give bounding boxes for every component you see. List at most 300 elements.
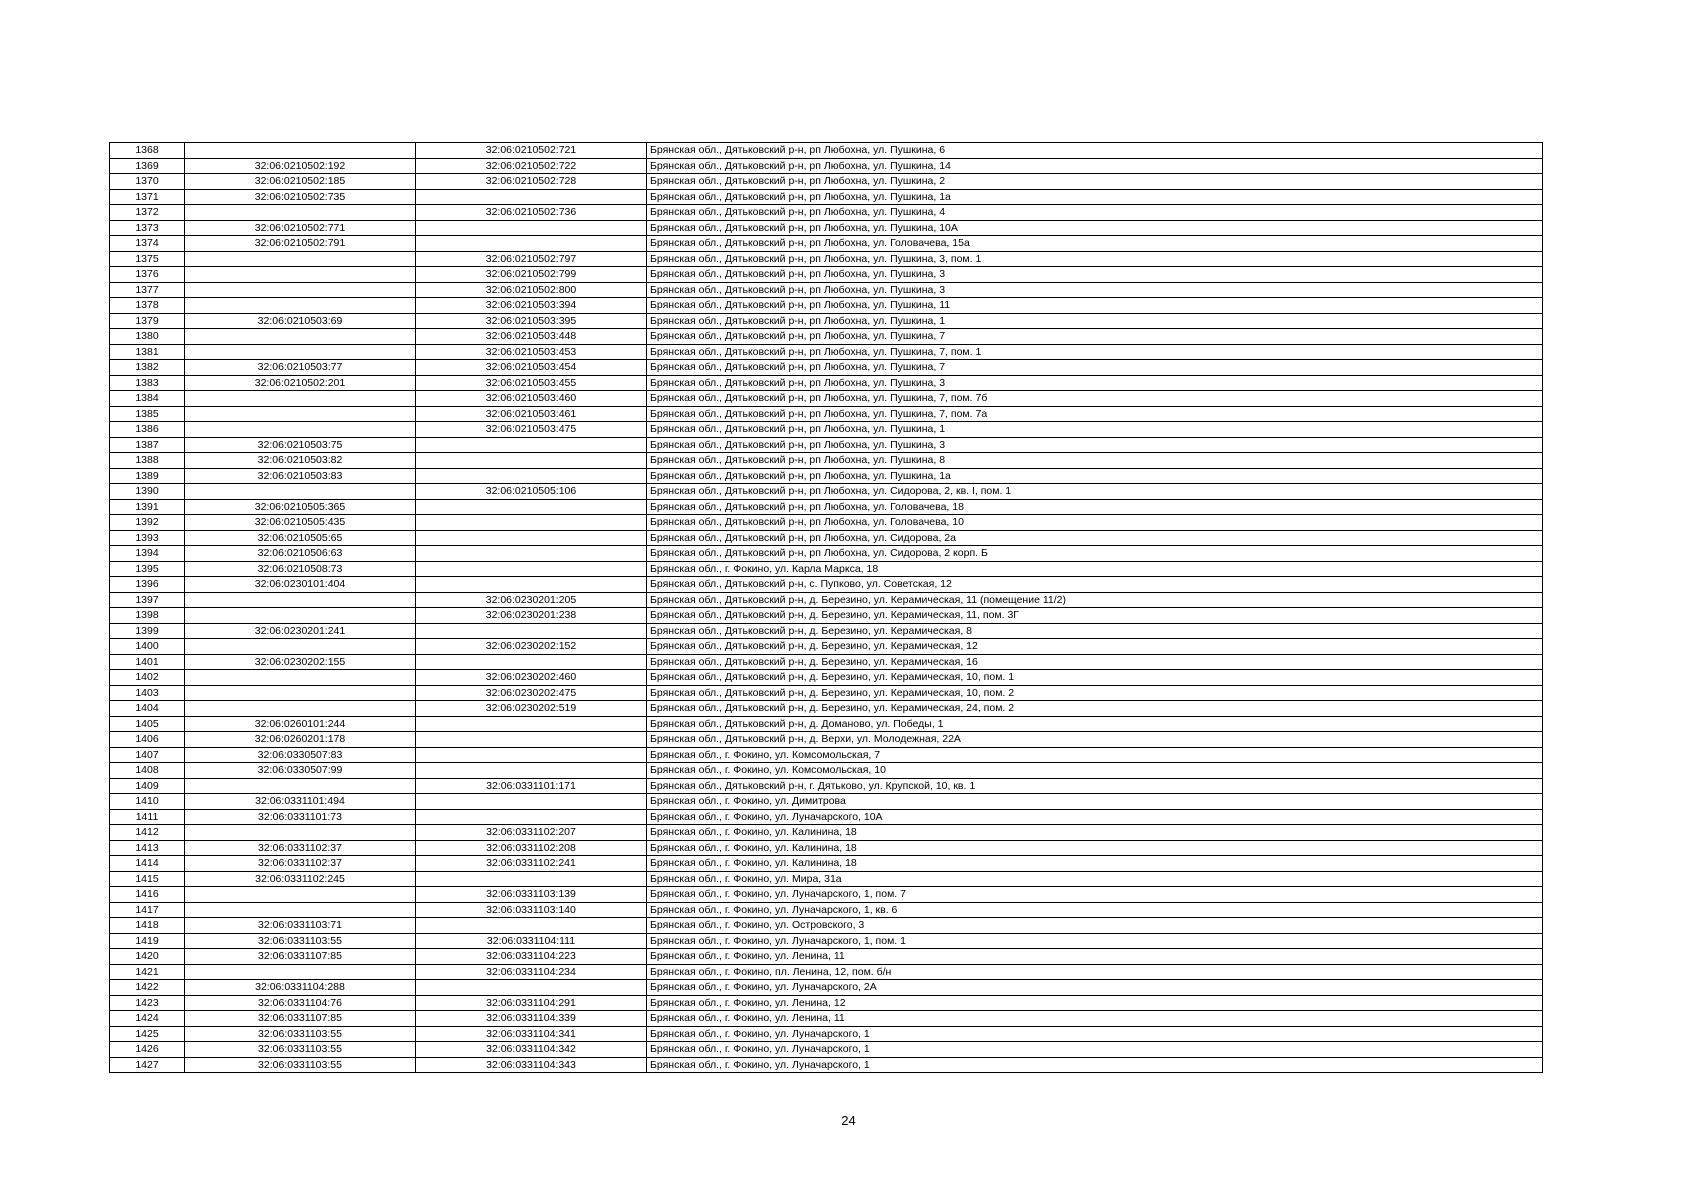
address-cell: Брянская обл., г. Фокино, ул. Луначарского, 1, кв. 6 — [647, 902, 1543, 918]
row-number-cell: 1375 — [110, 251, 185, 267]
table-row — [110, 794, 1543, 810]
cadastral-parcel-cell: 32:06:0210502:791 — [185, 236, 416, 252]
cadastral-parcel-cell: 32:06:0210502:735 — [185, 189, 416, 205]
row-number-cell: 1371 — [110, 189, 185, 205]
cadastral-object-cell: 32:06:0230202:152 — [416, 639, 647, 655]
address-cell: Брянская обл., г. Фокино, ул. Комсомольская, 10 — [647, 763, 1543, 779]
table-row — [110, 918, 1543, 934]
address-cell: Брянская обл., Дятьковский р-н, д. Верхи, ул. Молодежная, 22А — [647, 732, 1543, 748]
table-row — [110, 716, 1543, 732]
cadastral-parcel-cell: 32:06:0331107:85 — [185, 1011, 416, 1027]
cadastral-object-cell: 32:06:0210502:728 — [416, 174, 647, 190]
cadastral-parcel-cell: 32:06:0330507:83 — [185, 747, 416, 763]
table-row — [110, 515, 1543, 531]
cadastral-object-cell: 32:06:0210502:722 — [416, 158, 647, 174]
cadastral-parcel-cell: 32:06:0230201:241 — [185, 623, 416, 639]
cadastral-parcel-cell — [185, 422, 416, 438]
cadastral-object-cell — [416, 918, 647, 934]
table-row — [110, 1026, 1543, 1042]
table-row — [110, 437, 1543, 453]
row-number-cell: 1411 — [110, 809, 185, 825]
row-number-cell: 1393 — [110, 530, 185, 546]
table-row — [110, 670, 1543, 686]
row-number-cell: 1399 — [110, 623, 185, 639]
cadastral-object-cell: 32:06:0331104:342 — [416, 1042, 647, 1058]
cadastral-object-cell — [416, 453, 647, 469]
address-cell: Брянская обл., г. Фокино, ул. Луначарского, 1 — [647, 1057, 1543, 1073]
row-number-cell: 1403 — [110, 685, 185, 701]
row-number-cell: 1410 — [110, 794, 185, 810]
parcel-table — [109, 142, 1543, 1073]
table-row — [110, 933, 1543, 949]
row-number-cell: 1400 — [110, 639, 185, 655]
cadastral-object-cell: 32:06:0210503:454 — [416, 360, 647, 376]
table-row — [110, 499, 1543, 515]
row-number-cell: 1404 — [110, 701, 185, 717]
row-number-cell: 1414 — [110, 856, 185, 872]
table-row — [110, 1057, 1543, 1073]
cadastral-parcel-cell — [185, 608, 416, 624]
row-number-cell: 1368 — [110, 143, 185, 159]
table-row — [110, 825, 1543, 841]
table-row — [110, 298, 1543, 314]
cadastral-parcel-cell: 32:06:0210502:185 — [185, 174, 416, 190]
address-cell: Брянская обл., Дятьковский р-н, д. Березино, ул. Керамическая, 10, пом. 1 — [647, 670, 1543, 686]
row-number-cell: 1370 — [110, 174, 185, 190]
address-cell: Брянская обл., Дятьковский р-н, рп Любохна, ул. Пушкина, 1а — [647, 189, 1543, 205]
address-cell: Брянская обл., г. Фокино, ул. Ленина, 12 — [647, 995, 1543, 1011]
cadastral-object-cell: 32:06:0230201:238 — [416, 608, 647, 624]
table-row — [110, 732, 1543, 748]
address-cell: Брянская обл., Дятьковский р-н, рп Любохна, ул. Головачева, 10 — [647, 515, 1543, 531]
cadastral-object-cell — [416, 794, 647, 810]
cadastral-object-cell — [416, 732, 647, 748]
row-number-cell: 1426 — [110, 1042, 185, 1058]
table-row — [110, 143, 1543, 159]
cadastral-object-cell: 32:06:0210503:460 — [416, 391, 647, 407]
cadastral-object-cell: 32:06:0331101:171 — [416, 778, 647, 794]
row-number-cell: 1385 — [110, 406, 185, 422]
cadastral-object-cell — [416, 623, 647, 639]
row-number-cell: 1377 — [110, 282, 185, 298]
row-number-cell: 1369 — [110, 158, 185, 174]
row-number-cell: 1420 — [110, 949, 185, 965]
row-number-cell: 1402 — [110, 670, 185, 686]
cadastral-object-cell: 32:06:0331104:291 — [416, 995, 647, 1011]
cadastral-parcel-cell — [185, 298, 416, 314]
row-number-cell: 1427 — [110, 1057, 185, 1073]
row-number-cell: 1389 — [110, 468, 185, 484]
row-number-cell: 1412 — [110, 825, 185, 841]
cadastral-object-cell: 32:06:0210502:797 — [416, 251, 647, 267]
cadastral-object-cell: 32:06:0210503:475 — [416, 422, 647, 438]
table-row — [110, 871, 1543, 887]
cadastral-parcel-cell: 32:06:0230101:404 — [185, 577, 416, 593]
table-row — [110, 422, 1543, 438]
table-row — [110, 189, 1543, 205]
row-number-cell: 1418 — [110, 918, 185, 934]
cadastral-object-cell: 32:06:0331104:341 — [416, 1026, 647, 1042]
table-row — [110, 561, 1543, 577]
row-number-cell: 1425 — [110, 1026, 185, 1042]
row-number-cell: 1416 — [110, 887, 185, 903]
address-cell: Брянская обл., Дятьковский р-н, рп Любохна, ул. Пушкина, 3 — [647, 437, 1543, 453]
row-number-cell: 1422 — [110, 980, 185, 996]
page-number: 24 — [841, 1113, 856, 1128]
row-number-cell: 1424 — [110, 1011, 185, 1027]
cadastral-parcel-cell: 32:06:0210506:63 — [185, 546, 416, 562]
cadastral-parcel-cell: 32:06:0230202:155 — [185, 654, 416, 670]
cadastral-object-cell — [416, 499, 647, 515]
table-row — [110, 174, 1543, 190]
address-cell: Брянская обл., г. Фокино, ул. Луначарского, 2А — [647, 980, 1543, 996]
table-row — [110, 313, 1543, 329]
cadastral-object-cell: 32:06:0331102:208 — [416, 840, 647, 856]
row-number-cell: 1413 — [110, 840, 185, 856]
address-cell: Брянская обл., г. Фокино, ул. Димитрова — [647, 794, 1543, 810]
address-cell: Брянская обл., Дятьковский р-н, рп Любохна, ул. Пушкина, 7, пом. 1 — [647, 344, 1543, 360]
table-row — [110, 236, 1543, 252]
cadastral-parcel-cell — [185, 282, 416, 298]
row-number-cell: 1387 — [110, 437, 185, 453]
cadastral-parcel-cell — [185, 329, 416, 345]
cadastral-object-cell: 32:06:0331104:111 — [416, 933, 647, 949]
row-number-cell: 1423 — [110, 995, 185, 1011]
address-cell: Брянская обл., Дятьковский р-н, д. Березино, ул. Керамическая, 12 — [647, 639, 1543, 655]
cadastral-parcel-cell: 32:06:0210505:65 — [185, 530, 416, 546]
cadastral-parcel-cell — [185, 251, 416, 267]
cadastral-parcel-cell: 32:06:0210503:69 — [185, 313, 416, 329]
address-cell: Брянская обл., Дятьковский р-н, рп Любохна, ул. Сидорова, 2 корп. Б — [647, 546, 1543, 562]
cadastral-object-cell: 32:06:0230201:205 — [416, 592, 647, 608]
cadastral-object-cell — [416, 747, 647, 763]
cadastral-parcel-cell — [185, 143, 416, 159]
row-number-cell: 1407 — [110, 747, 185, 763]
cadastral-parcel-cell: 32:06:0210502:192 — [185, 158, 416, 174]
cadastral-object-cell — [416, 871, 647, 887]
cadastral-parcel-cell: 32:06:0331103:55 — [185, 1026, 416, 1042]
address-cell: Брянская обл., г. Фокино, ул. Ленина, 11 — [647, 1011, 1543, 1027]
address-cell: Брянская обл., Дятьковский р-н, рп Любохна, ул. Пушкина, 7 — [647, 329, 1543, 345]
cadastral-parcel-cell: 32:06:0331103:55 — [185, 1042, 416, 1058]
parcel-table-container — [109, 142, 1542, 1073]
cadastral-object-cell: 32:06:0210502:799 — [416, 267, 647, 283]
address-cell: Брянская обл., г. Фокино, ул. Луначарского, 1 — [647, 1026, 1543, 1042]
table-row — [110, 840, 1543, 856]
address-cell: Брянская обл., Дятьковский р-н, рп Любохна, ул. Пушкина, 2 — [647, 174, 1543, 190]
cadastral-parcel-cell — [185, 344, 416, 360]
cadastral-object-cell — [416, 980, 647, 996]
address-cell: Брянская обл., г. Фокино, ул. Луначарского, 1, пом. 7 — [647, 887, 1543, 903]
address-cell: Брянская обл., Дятьковский р-н, д. Березино, ул. Керамическая, 24, пом. 2 — [647, 701, 1543, 717]
table-row — [110, 267, 1543, 283]
cadastral-parcel-cell: 32:06:0331101:73 — [185, 809, 416, 825]
row-number-cell: 1419 — [110, 933, 185, 949]
address-cell: Брянская обл., Дятьковский р-н, д. Березино, ул. Керамическая, 16 — [647, 654, 1543, 670]
cadastral-object-cell: 32:06:0210503:461 — [416, 406, 647, 422]
table-row — [110, 1011, 1543, 1027]
address-cell: Брянская обл., Дятьковский р-н, рп Любохна, ул. Сидорова, 2а — [647, 530, 1543, 546]
address-cell: Брянская обл., Дятьковский р-н, с. Пупково, ул. Советская, 12 — [647, 577, 1543, 593]
table-row — [110, 701, 1543, 717]
address-cell: Брянская обл., Дятьковский р-н, рп Любохна, ул. Пушкина, 11 — [647, 298, 1543, 314]
cadastral-object-cell — [416, 437, 647, 453]
cadastral-parcel-cell: 32:06:0330507:99 — [185, 763, 416, 779]
cadastral-object-cell: 32:06:0331102:207 — [416, 825, 647, 841]
cadastral-parcel-cell: 32:06:0210503:82 — [185, 453, 416, 469]
cadastral-parcel-cell: 32:06:0210502:771 — [185, 220, 416, 236]
table-row — [110, 887, 1543, 903]
cadastral-object-cell: 32:06:0230202:519 — [416, 701, 647, 717]
address-cell: Брянская обл., Дятьковский р-н, рп Любохна, ул. Пушкина, 3 — [647, 267, 1543, 283]
cadastral-parcel-cell: 32:06:0331104:288 — [185, 980, 416, 996]
cadastral-object-cell: 32:06:0210503:453 — [416, 344, 647, 360]
row-number-cell: 1381 — [110, 344, 185, 360]
cadastral-object-cell: 32:06:0331104:343 — [416, 1057, 647, 1073]
row-number-cell: 1372 — [110, 205, 185, 221]
table-row — [110, 484, 1543, 500]
cadastral-parcel-cell — [185, 592, 416, 608]
cadastral-parcel-cell: 32:06:0210502:201 — [185, 375, 416, 391]
cadastral-parcel-cell — [185, 639, 416, 655]
address-cell: Брянская обл., г. Фокино, ул. Луначарского, 1 — [647, 1042, 1543, 1058]
row-number-cell: 1396 — [110, 577, 185, 593]
table-row — [110, 964, 1543, 980]
table-row — [110, 158, 1543, 174]
table-row — [110, 530, 1543, 546]
cadastral-object-cell — [416, 468, 647, 484]
cadastral-parcel-cell: 32:06:0210503:75 — [185, 437, 416, 453]
row-number-cell: 1379 — [110, 313, 185, 329]
table-row — [110, 391, 1543, 407]
cadastral-parcel-cell — [185, 406, 416, 422]
cadastral-object-cell: 32:06:0331104:223 — [416, 949, 647, 965]
cadastral-object-cell: 32:06:0331103:139 — [416, 887, 647, 903]
cadastral-object-cell — [416, 189, 647, 205]
cadastral-object-cell: 32:06:0230202:460 — [416, 670, 647, 686]
table-row — [110, 282, 1543, 298]
cadastral-object-cell — [416, 577, 647, 593]
cadastral-parcel-cell — [185, 484, 416, 500]
row-number-cell: 1392 — [110, 515, 185, 531]
parcel-table-body — [110, 143, 1543, 1073]
table-row — [110, 546, 1543, 562]
cadastral-object-cell — [416, 561, 647, 577]
table-row — [110, 809, 1543, 825]
row-number-cell: 1391 — [110, 499, 185, 515]
row-number-cell: 1383 — [110, 375, 185, 391]
cadastral-parcel-cell — [185, 701, 416, 717]
cadastral-object-cell — [416, 546, 647, 562]
address-cell: Брянская обл., Дятьковский р-н, рп Любохна, ул. Пушкина, 3 — [647, 375, 1543, 391]
row-number-cell: 1386 — [110, 422, 185, 438]
cadastral-parcel-cell: 32:06:0210505:365 — [185, 499, 416, 515]
address-cell: Брянская обл., Дятьковский р-н, рп Любохна, ул. Сидорова, 2, кв. I, пом. 1 — [647, 484, 1543, 500]
cadastral-parcel-cell: 32:06:0210505:435 — [185, 515, 416, 531]
row-number-cell: 1401 — [110, 654, 185, 670]
table-row — [110, 608, 1543, 624]
row-number-cell: 1417 — [110, 902, 185, 918]
address-cell: Брянская обл., Дятьковский р-н, рп Любохна, ул. Пушкина, 8 — [647, 453, 1543, 469]
address-cell: Брянская обл., Дятьковский р-н, рп Любохна, ул. Пушкина, 1а — [647, 468, 1543, 484]
cadastral-parcel-cell: 32:06:0331103:55 — [185, 933, 416, 949]
table-row — [110, 220, 1543, 236]
address-cell: Брянская обл., Дятьковский р-н, рп Любохна, ул. Пушкина, 6 — [647, 143, 1543, 159]
cadastral-parcel-cell: 32:06:0331107:85 — [185, 949, 416, 965]
row-number-cell: 1397 — [110, 592, 185, 608]
cadastral-object-cell: 32:06:0210503:448 — [416, 329, 647, 345]
address-cell: Брянская обл., Дятьковский р-н, рп Любохна, ул. Пушкина, 7, пом. 7б — [647, 391, 1543, 407]
address-cell: Брянская обл., Дятьковский р-н, д. Березино, ул. Керамическая, 11 (помещение 11/2) — [647, 592, 1543, 608]
cadastral-object-cell: 32:06:0210505:106 — [416, 484, 647, 500]
address-cell: Брянская обл., Дятьковский р-н, г. Дятьково, ул. Крупской, 10, кв. 1 — [647, 778, 1543, 794]
cadastral-parcel-cell — [185, 267, 416, 283]
address-cell: Брянская обл., Дятьковский р-н, д. Березино, ул. Керамическая, 11, пом. 3Г — [647, 608, 1543, 624]
table-row — [110, 344, 1543, 360]
cadastral-parcel-cell: 32:06:0331102:37 — [185, 840, 416, 856]
address-cell: Брянская обл., г. Фокино, ул. Комсомольская, 7 — [647, 747, 1543, 763]
row-number-cell: 1384 — [110, 391, 185, 407]
cadastral-object-cell: 32:06:0331104:234 — [416, 964, 647, 980]
row-number-cell: 1394 — [110, 546, 185, 562]
table-row — [110, 980, 1543, 996]
table-row — [110, 949, 1543, 965]
table-row — [110, 763, 1543, 779]
table-row — [110, 623, 1543, 639]
address-cell: Брянская обл., г. Фокино, ул. Мира, 31а — [647, 871, 1543, 887]
cadastral-parcel-cell — [185, 670, 416, 686]
cadastral-parcel-cell — [185, 205, 416, 221]
row-number-cell: 1378 — [110, 298, 185, 314]
address-cell: Брянская обл., г. Фокино, ул. Луначарского, 10А — [647, 809, 1543, 825]
cadastral-object-cell: 32:06:0210502:721 — [416, 143, 647, 159]
table-row — [110, 577, 1543, 593]
cadastral-object-cell — [416, 809, 647, 825]
cadastral-parcel-cell — [185, 391, 416, 407]
cadastral-parcel-cell — [185, 964, 416, 980]
cadastral-object-cell — [416, 530, 647, 546]
address-cell: Брянская обл., Дятьковский р-н, рп Любохна, ул. Головачева, 18 — [647, 499, 1543, 515]
table-row — [110, 1042, 1543, 1058]
table-row — [110, 360, 1543, 376]
cadastral-object-cell: 32:06:0331103:140 — [416, 902, 647, 918]
row-number-cell: 1398 — [110, 608, 185, 624]
table-row — [110, 251, 1543, 267]
row-number-cell: 1421 — [110, 964, 185, 980]
table-row — [110, 453, 1543, 469]
cadastral-parcel-cell: 32:06:0331104:76 — [185, 995, 416, 1011]
address-cell: Брянская обл., Дятьковский р-н, д. Доманово, ул. Победы, 1 — [647, 716, 1543, 732]
row-number-cell: 1408 — [110, 763, 185, 779]
table-row — [110, 778, 1543, 794]
table-row — [110, 592, 1543, 608]
row-number-cell: 1388 — [110, 453, 185, 469]
cadastral-object-cell: 32:06:0230202:475 — [416, 685, 647, 701]
cadastral-parcel-cell: 32:06:0210503:77 — [185, 360, 416, 376]
cadastral-parcel-cell — [185, 902, 416, 918]
cadastral-parcel-cell: 32:06:0260201:178 — [185, 732, 416, 748]
cadastral-parcel-cell: 32:06:0331103:71 — [185, 918, 416, 934]
cadastral-object-cell: 32:06:0331104:339 — [416, 1011, 647, 1027]
table-row — [110, 902, 1543, 918]
cadastral-parcel-cell: 32:06:0331102:37 — [185, 856, 416, 872]
table-row — [110, 685, 1543, 701]
address-cell: Брянская обл., Дятьковский р-н, д. Березино, ул. Керамическая, 10, пом. 2 — [647, 685, 1543, 701]
table-row — [110, 639, 1543, 655]
row-number-cell: 1380 — [110, 329, 185, 345]
address-cell: Брянская обл., г. Фокино, пл. Ленина, 12, пом. б/н — [647, 964, 1543, 980]
table-row — [110, 747, 1543, 763]
address-cell: Брянская обл., Дятьковский р-н, рп Любохна, ул. Пушкина, 7, пом. 7а — [647, 406, 1543, 422]
address-cell: Брянская обл., Дятьковский р-н, рп Любохна, ул. Пушкина, 10А — [647, 220, 1543, 236]
cadastral-object-cell — [416, 716, 647, 732]
cadastral-parcel-cell — [185, 825, 416, 841]
cadastral-object-cell — [416, 763, 647, 779]
row-number-cell: 1415 — [110, 871, 185, 887]
address-cell: Брянская обл., г. Фокино, ул. Ленина, 11 — [647, 949, 1543, 965]
address-cell: Брянская обл., г. Фокино, ул. Калинина, 18 — [647, 840, 1543, 856]
cadastral-object-cell: 32:06:0210503:395 — [416, 313, 647, 329]
address-cell: Брянская обл., Дятьковский р-н, д. Березино, ул. Керамическая, 8 — [647, 623, 1543, 639]
cadastral-parcel-cell: 32:06:0331101:494 — [185, 794, 416, 810]
table-row — [110, 468, 1543, 484]
table-row — [110, 375, 1543, 391]
cadastral-parcel-cell — [185, 778, 416, 794]
row-number-cell: 1409 — [110, 778, 185, 794]
table-row — [110, 995, 1543, 1011]
cadastral-object-cell: 32:06:0210502:736 — [416, 205, 647, 221]
cadastral-object-cell: 32:06:0331102:241 — [416, 856, 647, 872]
row-number-cell: 1405 — [110, 716, 185, 732]
cadastral-parcel-cell: 32:06:0260101:244 — [185, 716, 416, 732]
row-number-cell: 1390 — [110, 484, 185, 500]
cadastral-parcel-cell: 32:06:0331102:245 — [185, 871, 416, 887]
table-row — [110, 406, 1543, 422]
row-number-cell: 1395 — [110, 561, 185, 577]
cadastral-object-cell — [416, 654, 647, 670]
cadastral-object-cell: 32:06:0210503:455 — [416, 375, 647, 391]
table-row — [110, 654, 1543, 670]
table-row — [110, 329, 1543, 345]
address-cell: Брянская обл., г. Фокино, ул. Островского, 3 — [647, 918, 1543, 934]
address-cell: Брянская обл., Дятьковский р-н, рп Любохна, ул. Пушкина, 1 — [647, 313, 1543, 329]
cadastral-object-cell: 32:06:0210502:800 — [416, 282, 647, 298]
table-row — [110, 856, 1543, 872]
address-cell: Брянская обл., Дятьковский р-н, рп Любохна, ул. Пушкина, 7 — [647, 360, 1543, 376]
cadastral-parcel-cell: 32:06:0210508:73 — [185, 561, 416, 577]
address-cell: Брянская обл., Дятьковский р-н, рп Любохна, ул. Пушкина, 4 — [647, 205, 1543, 221]
cadastral-parcel-cell: 32:06:0331103:55 — [185, 1057, 416, 1073]
cadastral-object-cell — [416, 220, 647, 236]
address-cell: Брянская обл., г. Фокино, ул. Карла Маркса, 18 — [647, 561, 1543, 577]
address-cell: Брянская обл., г. Фокино, ул. Луначарского, 1, пом. 1 — [647, 933, 1543, 949]
address-cell: Брянская обл., Дятьковский р-н, рп Любохна, ул. Пушкина, 1 — [647, 422, 1543, 438]
cadastral-object-cell — [416, 515, 647, 531]
address-cell: Брянская обл., Дятьковский р-н, рп Любохна, ул. Головачева, 15а — [647, 236, 1543, 252]
row-number-cell: 1406 — [110, 732, 185, 748]
row-number-cell: 1374 — [110, 236, 185, 252]
cadastral-parcel-cell — [185, 685, 416, 701]
cadastral-parcel-cell — [185, 887, 416, 903]
table-row — [110, 205, 1543, 221]
cadastral-object-cell: 32:06:0210503:394 — [416, 298, 647, 314]
address-cell: Брянская обл., г. Фокино, ул. Калинина, 18 — [647, 856, 1543, 872]
row-number-cell: 1382 — [110, 360, 185, 376]
row-number-cell: 1373 — [110, 220, 185, 236]
cadastral-parcel-cell: 32:06:0210503:83 — [185, 468, 416, 484]
address-cell: Брянская обл., Дятьковский р-н, рп Любохна, ул. Пушкина, 14 — [647, 158, 1543, 174]
address-cell: Брянская обл., г. Фокино, ул. Калинина, 18 — [647, 825, 1543, 841]
